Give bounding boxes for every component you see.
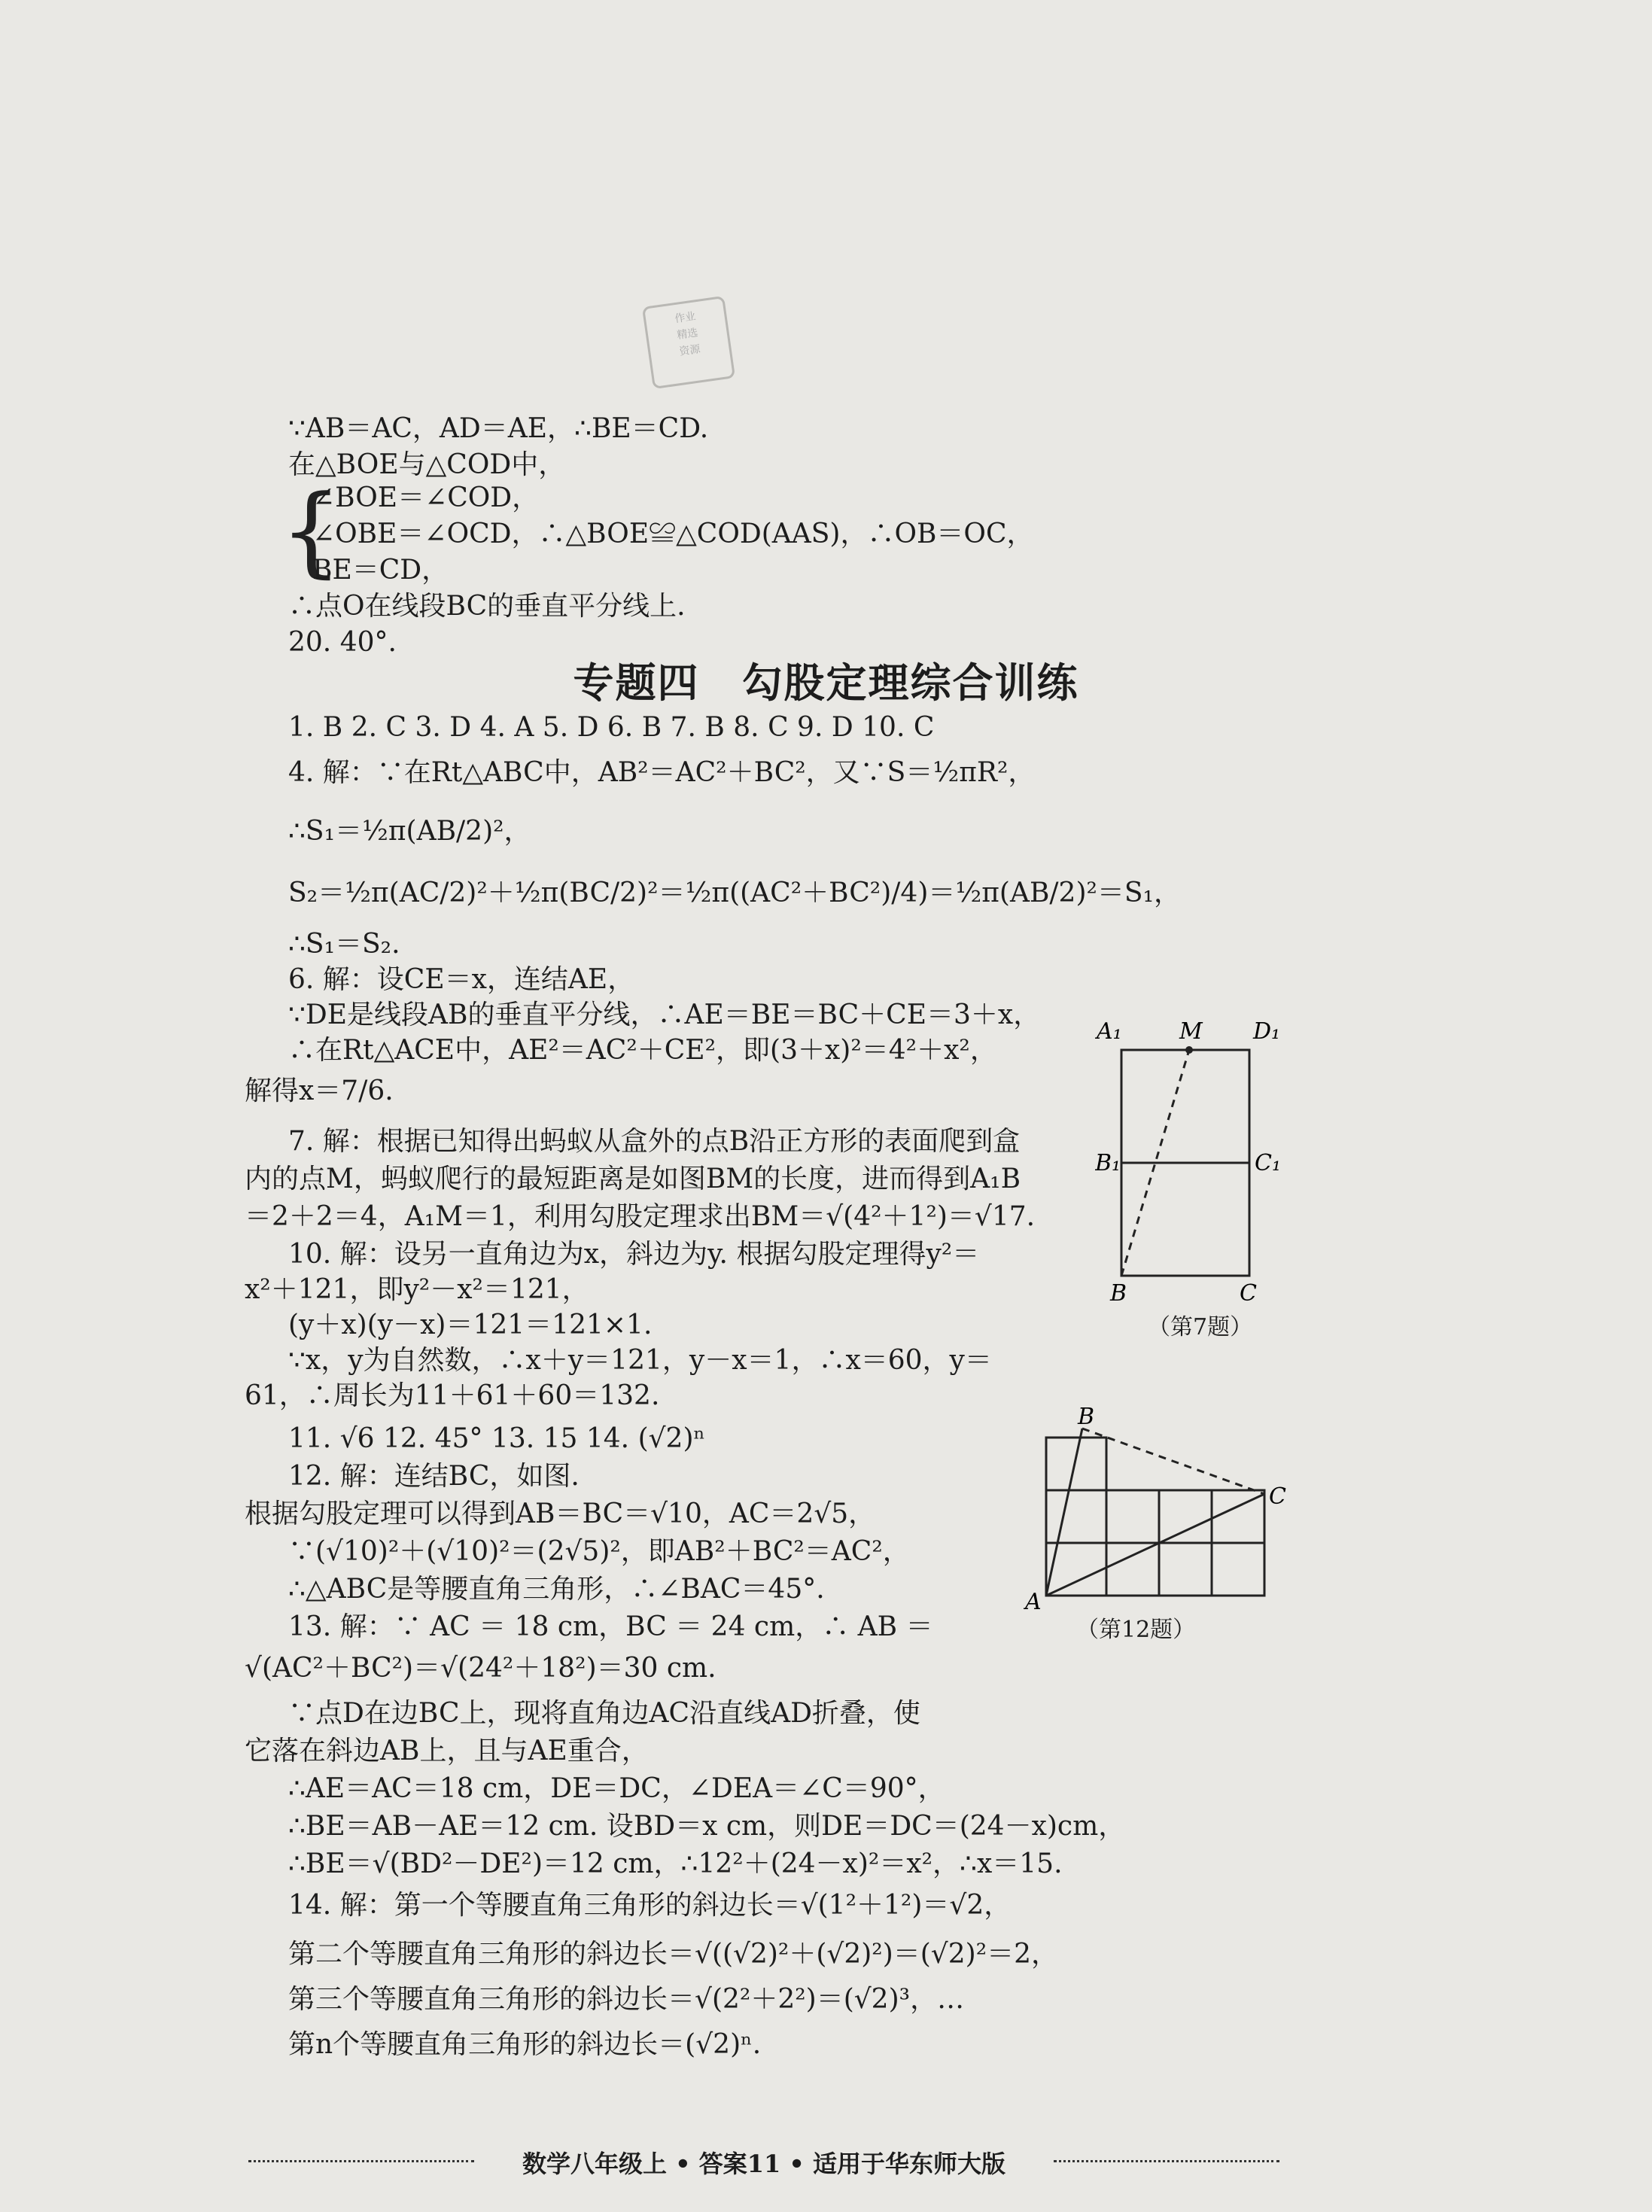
system-brace: { [280, 473, 342, 588]
figure-7 [1095, 1016, 1291, 1302]
text-line: 第n个等腰直角三角形的斜边长＝(√2)ⁿ. [288, 2029, 762, 2060]
text-line: ∴△ABC是等腰直角三角形，∴∠BAC＝45°. [288, 1574, 825, 1605]
fig7-point-M [1185, 1046, 1193, 1054]
text-line: 第三个等腰直角三角形的斜边长＝√(2²＋2²)＝(√2)³，… [288, 1984, 965, 2015]
text-line: 内的点M，蚂蚁爬行的最短距离是如图BM的长度，进而得到A₁B [245, 1164, 1021, 1194]
text-line: 根据勾股定理可以得到AB＝BC＝√10，AC＝2√5， [245, 1499, 876, 1529]
fig7-caption: （第7题） [1148, 1314, 1253, 1340]
text-line: ∴BE＝AB－AE＝12 cm. 设BD＝x cm，则DE＝DC＝(24－x)cm， [288, 1811, 1126, 1842]
text-line: ∵点D在边BC上，现将直角边AC沿直线AD折叠，使 [288, 1698, 920, 1729]
text-line: 7. 解：根据已知得出蚂蚁从盒外的点B沿正方形的表面爬到盒 [288, 1126, 1021, 1157]
text-line: ＝2＋2＝4，A₁M＝1，利用勾股定理求出BM＝√(4²＋1²)＝√17. [245, 1201, 1036, 1232]
fig12-caption: （第12题） [1076, 1617, 1196, 1643]
text-line: 解得x＝7/6. [245, 1076, 394, 1106]
stamp-seal: 作业 精选 资源 [642, 296, 735, 389]
text-line: 它落在斜边AB上，且与AE重合， [245, 1736, 649, 1766]
fig12-AC [1046, 1494, 1264, 1596]
text-line: 14. 解：第一个等腰直角三角形的斜边长＝√(1²＋1²)＝√2， [288, 1890, 1012, 1921]
fig7-label: M [1179, 1018, 1203, 1045]
text-line: ∠OBE＝∠OCD，∴△BOE≌△COD(AAS)，∴OB＝OC， [312, 519, 1034, 549]
figure-12 [1024, 1407, 1295, 1611]
text-line: BE＝CD， [312, 555, 449, 586]
fig7-label: B [1110, 1280, 1127, 1302]
fig7-label: C₁ [1255, 1150, 1281, 1176]
text-line: 4. 解：∵在Rt△ABC中，AB²＝AC²＋BC²，又∵S＝½πR²， [288, 757, 1036, 788]
text-line: ∴在Rt△ACE中，AE²＝AC²＋CE²，即(3＋x)²＝4²＋x²， [288, 1035, 997, 1066]
text-line: ∴BE＝√(BD²－DE²)＝12 cm，∴12²＋(24－x)²＝x²，∴x＝15. [288, 1848, 1063, 1879]
text-line: ∵x，y为自然数，∴x＋y＝121，y－x＝1，∴x＝60，y＝ [288, 1345, 992, 1376]
fig7-label: B₁ [1095, 1150, 1121, 1176]
fig12-AB [1046, 1429, 1082, 1596]
text-line: √(AC²＋BC²)＝√(24²＋18²)＝30 cm. [245, 1653, 716, 1684]
text-line: 6. 解：设CE＝x，连结AE， [288, 964, 635, 995]
section-title: 专题四 勾股定理综合训练 [573, 659, 1079, 707]
text-line: (y＋x)(y－x)＝121＝121×1. [288, 1310, 653, 1340]
page-footer: 数学八年级上 • 答案11 • 适用于华东师大版 [522, 2150, 1005, 2178]
text-line: 11. √6 12. 45° 13. 15 14. (√2)ⁿ [288, 1423, 706, 1454]
fig12-BC [1082, 1429, 1264, 1494]
text-line: ∵(√10)²＋(√10)²＝(2√5)²，即AB²＋BC²＝AC²， [288, 1536, 910, 1567]
fig7-label: A₁ [1097, 1018, 1122, 1045]
fig12-label: C [1269, 1483, 1286, 1510]
text-line: 20. 40°. [288, 627, 397, 658]
text-line: 10. 解：设另一直角边为x，斜边为y. 根据勾股定理得y²＝ [288, 1239, 980, 1270]
fig7-label: C [1240, 1280, 1257, 1302]
text-line: ∵DE是线段AB的垂直平分线，∴AE＝BE＝BC＋CE＝3＋x， [288, 1000, 1041, 1030]
fig7-label: D₁ [1253, 1018, 1281, 1045]
text-line: ∠BOE＝∠COD， [312, 482, 540, 513]
text-line: ∴S₁＝½π(AB/2)²， [288, 816, 531, 847]
text-line: 61，∴周长为11＋61＋60＝132. [245, 1380, 660, 1411]
fig12-label: B [1078, 1407, 1095, 1430]
text-line: 1. B 2. C 3. D 4. A 5. D 6. B 7. B 8. C 9. D 10. C [288, 712, 935, 743]
text-line: 在△BOE与△COD中， [288, 449, 566, 480]
text-line: 13. 解：∵ AC ＝ 18 cm，BC ＝ 24 cm，∴ AB ＝ [288, 1611, 933, 1642]
text-line: ∴点O在线段BC的垂直平分线上. [288, 591, 686, 622]
text-line: 第二个等腰直角三角形的斜边长＝√((√2)²＋(√2)²)＝(√2)²＝2， [288, 1939, 1059, 1970]
text-line: x²＋121，即y²－x²＝121， [245, 1274, 589, 1305]
text-line: ∵AB＝AC，AD＝AE，∴BE＝CD. [288, 413, 709, 444]
text-line: S₂＝½π(AC/2)²＋½π(BC/2)²＝½π((AC²＋BC²)/4)＝½π(AB/2)²＝S₁， [288, 878, 1182, 908]
fig12-label: A [1025, 1589, 1042, 1611]
text-line: 12. 解：连结BC，如图. [288, 1461, 580, 1492]
text-line: ∴S₁＝S₂. [288, 929, 400, 960]
text-line: ∴AE＝AC＝18 cm，DE＝DC，∠DEA＝∠C＝90°， [288, 1773, 945, 1804]
